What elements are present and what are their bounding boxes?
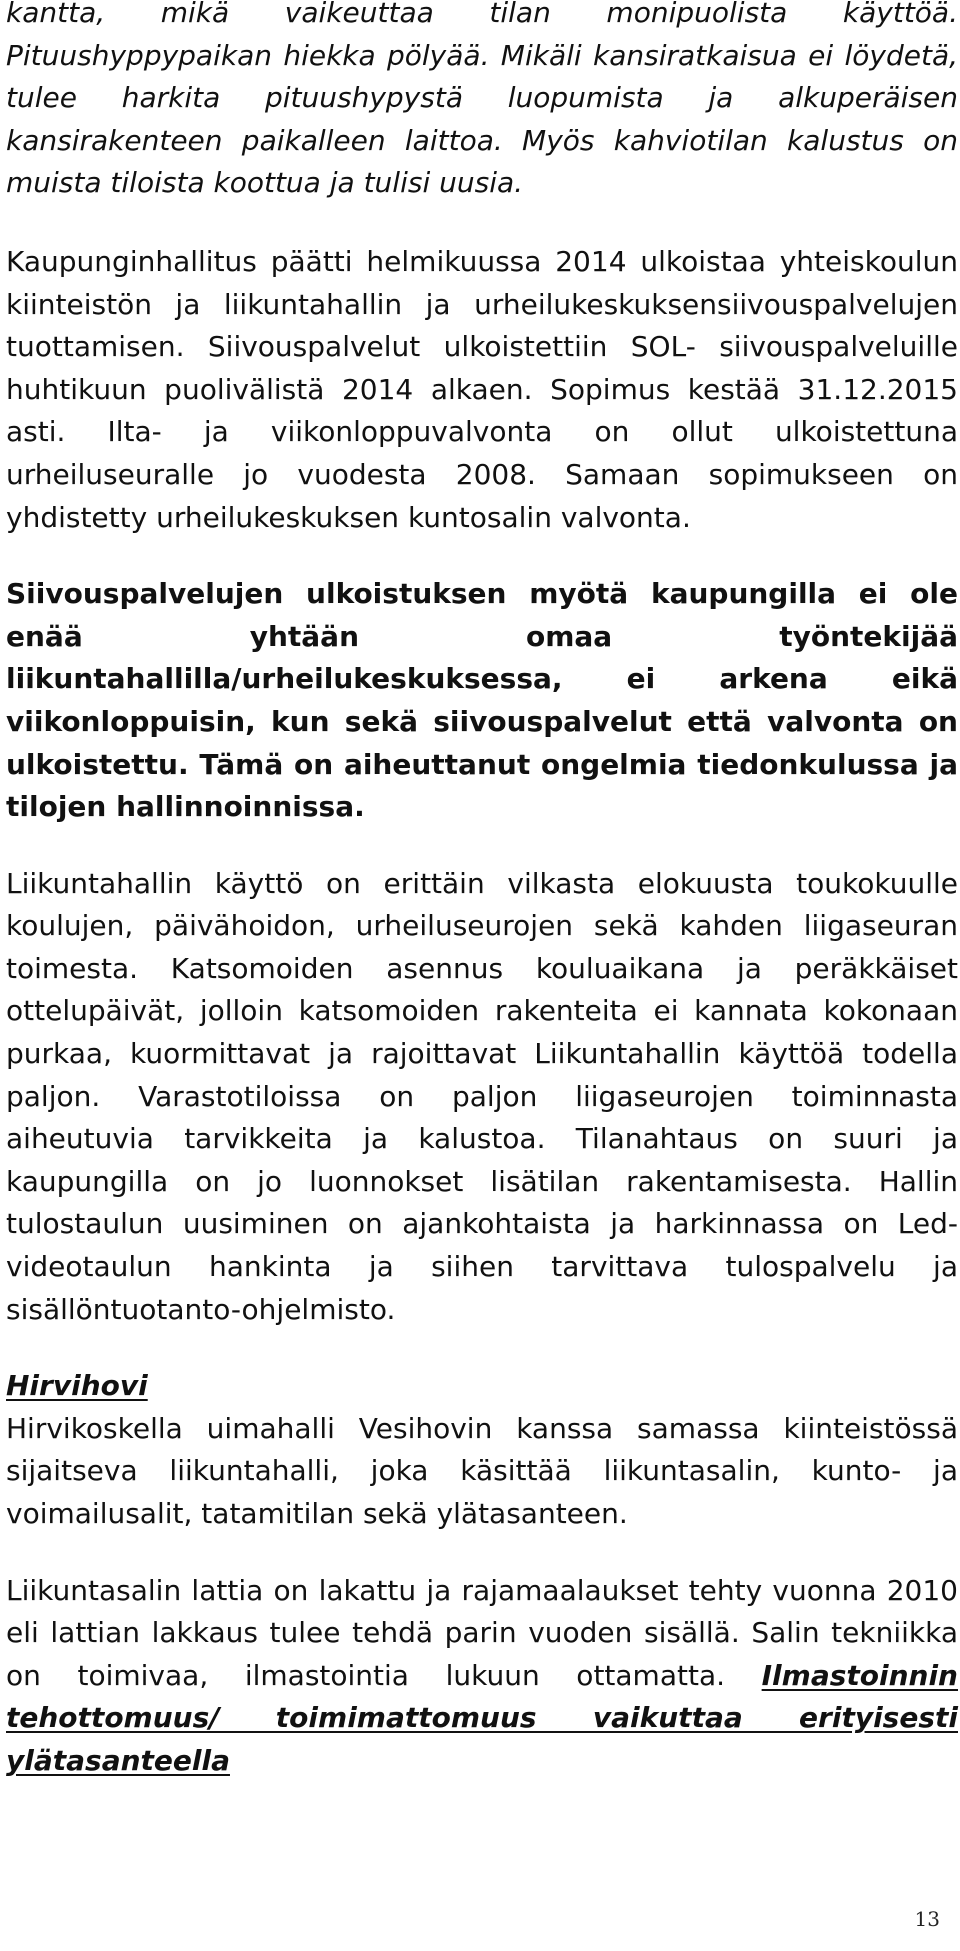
paragraph-pituushyppypaikka: kantta, mikä vaikeuttaa tilan monipuolista käyttöä. Pituushyppypaikan hiekka pölyää. Mikäli kansiratkaisua ei löydetä, tulee harkita pituushypystä luopumista ja alkuperäisen kansirakenteen paikalleen laittoa. Myös kahviotilan kalustus on muista tiloista koottua ja tulisi uusia. bbox=[6, 0, 958, 200]
text-column bbox=[6, 0, 958, 1783]
paragraph-liikuntahallin-kaytto: Liikuntahallin käyttö on erittäin vilkasta elokuusta toukokuulle koulujen, päivähoidon, urheiluseurojen sekä kahden liigaseuran toimesta. Katsomoiden asennus kouluaikana ja peräkkäiset ottelupäivät, jolloin katsomoiden rakenteita ei kannata kokonaan purkaa, kuormittavat ja rajoittavat Liikuntahallin käyttöä todella paljon. Varastotiloissa on paljon liigaseurojen toiminnasta aiheutuvia tarvikkeita ja kalustoa. Tilanahtaus on suuri ja kaupungilla on jo luonnokset lisätilan rakentamisesta. Hallin tulostaulun uusiminen on ajankohtaista ja harkinnassa on Led-videotaulun hankinta ja siihen tarvittava tulospalvelu ja sisällöntuotanto-ohjelmisto. bbox=[6, 866, 958, 1326]
paragraph-ilmastointi-emphasis: Ilmastoinnin tehottomuus/ toimimattomuus vaikuttaa erityisesti ylätasanteella bbox=[6, 1658, 958, 1777]
paragraph-hirvikoski: Hirvikoskella uimahalli Vesihovin kanssa samassa kiinteistössä sijaitseva liikuntahalli, joka käsittää liikuntasalin, kunto- ja voimailusalit, tatamitilan sekä ylätasanteen. bbox=[6, 1411, 958, 1530]
paragraph-ulkoistus-ongelmat: Siivouspalvelujen ulkoistuksen myötä kaupungilla ei ole enää yhtään omaa työntekijää liikuntahallilla/urheilukeskuksessa, ei arkena eikä viikonloppuisin, kun sekä siivouspalvelut että valvonta on ulkoistettu. Tämä on aiheuttanut ongelmia tiedonkulussa ja tilojen hallinnoinnissa. bbox=[6, 577, 958, 824]
paragraph-siivouspalvelut: Kaupunginhallitus päätti helmikuussa 2014 ulkoistaa yhteiskoulun kiinteistön ja liikuntahallin ja urheilukeskuksensiivouspalvelujen tuottamisen. Siivouspalvelut ulkoistettiin SOL- siivouspalveluille huhtikuun puolivälistä 2014 alkaen. Sopimus kestää 31.12.2015 asti. Ilta- ja viikonloppuvalvonta on ollut ulkoistettuna urheiluseuralle jo vuodesta 2008. Samaan sopimukseen on yhdistetty urheilukeskuksen kuntosalin valvonta. bbox=[6, 244, 958, 534]
page-number: 13 bbox=[914, 1907, 940, 1931]
section-heading-hirvihovi bbox=[6, 1365, 958, 1408]
paragraph-liikuntasalin-lattia bbox=[6, 1570, 958, 1783]
heading-hirvihovi-text: Hirvihovi bbox=[6, 1369, 148, 1403]
paragraph-liikuntasalin-plain: Liikuntasalin lattia on lakattu ja rajamaalaukset tehty vuonna 2010 eli lattian lakkaus tulee tehdä parin vuoden sisällä. Salin tekniikka on toimivaa, ilmastointia lukuun ottamatta. bbox=[6, 1573, 958, 1692]
